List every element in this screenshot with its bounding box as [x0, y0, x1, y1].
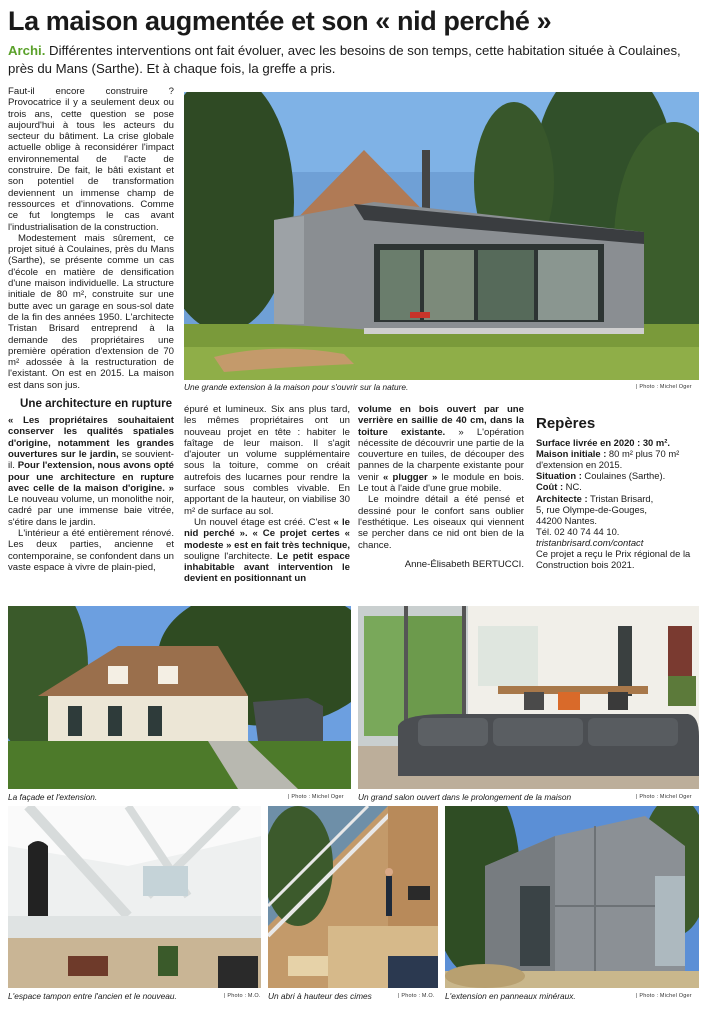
text: Le nouveau volume, un monolithe noir, cadré par une immense baie vitrée, s'étire dans le jardin.: [8, 494, 174, 528]
column-2: [184, 404, 350, 585]
photo-abri-credit: | Photo : M.O.: [398, 993, 435, 999]
photo-main-credit: | Photo : Michel Oger: [636, 384, 692, 390]
text: » L'opération nécessite de découvrir une partie de la couverture en tuiles, de découper des pannes de la charpente existante pour venir: [358, 426, 524, 483]
address-line: 5, rue Olympe-de-Gouges,: [536, 503, 647, 515]
quote: Le petit espace inhabitable avant intervention le devient en positionnant un: [184, 550, 350, 585]
photo-main-caption: Une grande extension à la maison pour s'ouvrir sur la nature.: [184, 382, 409, 392]
kicker: Archi.: [8, 43, 46, 58]
quote: volume en bois ouvert par une verrière en saillie de 40 cm, dans la toiture existante.: [358, 404, 524, 438]
photo-salon: [358, 606, 699, 789]
quote: « le nid perché ». « Ce projet certes « modeste » est en fait très technique,: [184, 516, 350, 551]
paragraph: Faut-il encore construire ? Provocatrice il y a seulement deux ou trois ans, cette question se pose aujourd'hui à tous les acteurs du secteur du bâtiment. La crise globale actuelle oblige à reconsidérer l'impact environnemental de l'acte de construire. De fait, le bâti existant et son potentiel de transformation deviennent un immense champ de ressources et d'innovations. Comme ce fut longtemps le cas avant l'industrialisation de la construction.: [8, 86, 174, 233]
photo-abri-caption: Un abri à hauteur des cimes: [268, 991, 372, 1001]
quote: « Les propriétaires souhaitaient conserver les qualités spatiales d'origine, notamment les grandes ouvertures sur le jardin,: [8, 415, 174, 460]
architecte-label: Architecte :: [536, 492, 588, 504]
initial-label: Maison initiale :: [536, 448, 607, 460]
photo-abri: [268, 806, 438, 988]
text: se souvient-il.: [8, 448, 174, 472]
quote: Pour l'extension, nous avons opté pour une architecture en rupture avec celle de la maison d'origine. »: [8, 460, 174, 494]
column-1: [8, 86, 174, 573]
phone: Tél. 02 40 74 44 10.: [536, 525, 620, 537]
paragraph: Modestement mais sûrement, ce projet situé à Coulaines, près du Mans (Sarthe), se présente comme un cas d'école en matière de densification d'une maison individuelle. La structure initiale de 80 m², construite sur une butte avec un garage en sous-sol date de la fin des années 1950. L'architecte Tristan Brisard entreprend à la demande des propriétaires une première opération d'extension de 70 m² adossée à la restructuration de l'existant. On est en 2015. La maison est dans son jus.: [8, 232, 174, 391]
article-lead: [8, 42, 708, 78]
text: Un nouvel étage est créé. C'est: [194, 516, 334, 528]
prize: Ce projet a reçu le Prix régional de la Construction bois 2021.: [536, 548, 691, 571]
reperes-title: Repères: [536, 415, 596, 432]
paragraph: épuré et lumineux. Six ans plus tard, les mêmes propriétaires ont un nouveau projet en tête : habiter le faîtage de leur maison. Il s'agit d'ajouter un volume supplémentaire sous la toiture, comme on créait autrefois des lucarnes pour rendre la surface sous combles vivable. En apportant de la hauteur, on viabilise 30 m² de surface au sol.: [184, 404, 350, 517]
photo-panneaux: [445, 806, 699, 988]
photo-facade-credit: | Photo : Michel Oger: [288, 794, 344, 800]
paragraph: [358, 404, 524, 494]
photo-panneaux-credit: | Photo : Michel Oger: [636, 993, 692, 999]
photo-salon-credit: | Photo : Michel Oger: [636, 794, 692, 800]
subheading: Une architecture en rupture: [20, 397, 173, 411]
quote: « plugger »: [383, 471, 438, 483]
paragraph: [184, 517, 350, 585]
lead-text: Différentes interventions ont fait évoluer, avec les besoins de son temps, cette habitation située à Coulaines, près du Mans (Sarthe). Et à chaque fois, la greffe a pris.: [8, 43, 681, 76]
signature: Anne-Élisabeth BERTUCCI.: [404, 558, 524, 570]
cout-label: Coût :: [536, 481, 564, 493]
paragraph: [8, 415, 174, 528]
photo-panneaux-caption: L'extension en panneaux minéraux.: [445, 991, 576, 1001]
cout-value: NC.: [563, 481, 582, 493]
photo-salon-caption: Un grand salon ouvert dans le prolongement de la maison: [358, 792, 572, 802]
initial-value: 80 m² plus 70 m² d'extension en 2015.: [536, 448, 680, 471]
address-line: 44200 Nantes.: [536, 514, 597, 526]
photo-tampon-caption: L'espace tampon entre l'ancien et le nouveau.: [8, 991, 177, 1001]
photo-main: [184, 92, 699, 380]
column-3: [358, 404, 524, 570]
paragraph: Le moindre détail a été pensé et dessiné pour le confort sans oublier l'esthétique. Les oiseaux qui viennent se percher dans ce nid ont bien de la chance.: [358, 494, 524, 551]
text: souligne l'architecte.: [184, 550, 277, 562]
architecte-value: Tristan Brisard,: [587, 492, 654, 504]
photo-tampon-credit: | Photo : M.O.: [224, 993, 261, 999]
paragraph: L'intérieur a été entièrement rénové. Les deux parties, ancienne et contemporaine, se confondent dans un vaste espace à vivre de plain-pied,: [8, 527, 174, 573]
reperes-box: [536, 415, 706, 571]
photo-facade: [8, 606, 351, 789]
photo-tampon: [8, 806, 261, 988]
photo-facade-caption: La façade et l'extension.: [8, 792, 98, 802]
text: le module en bois. Le tout à l'aide d'une grue mobile.: [358, 471, 525, 495]
situation-value: Coulaines (Sarthe).: [581, 470, 666, 482]
article-title: La maison augmentée et son « nid perché »: [8, 6, 552, 36]
website: tristanbrisard.com/contact: [536, 536, 644, 548]
situation-label: Situation :: [536, 470, 582, 482]
surface-label: Surface livrée en 2020 : 30 m².: [536, 437, 670, 449]
